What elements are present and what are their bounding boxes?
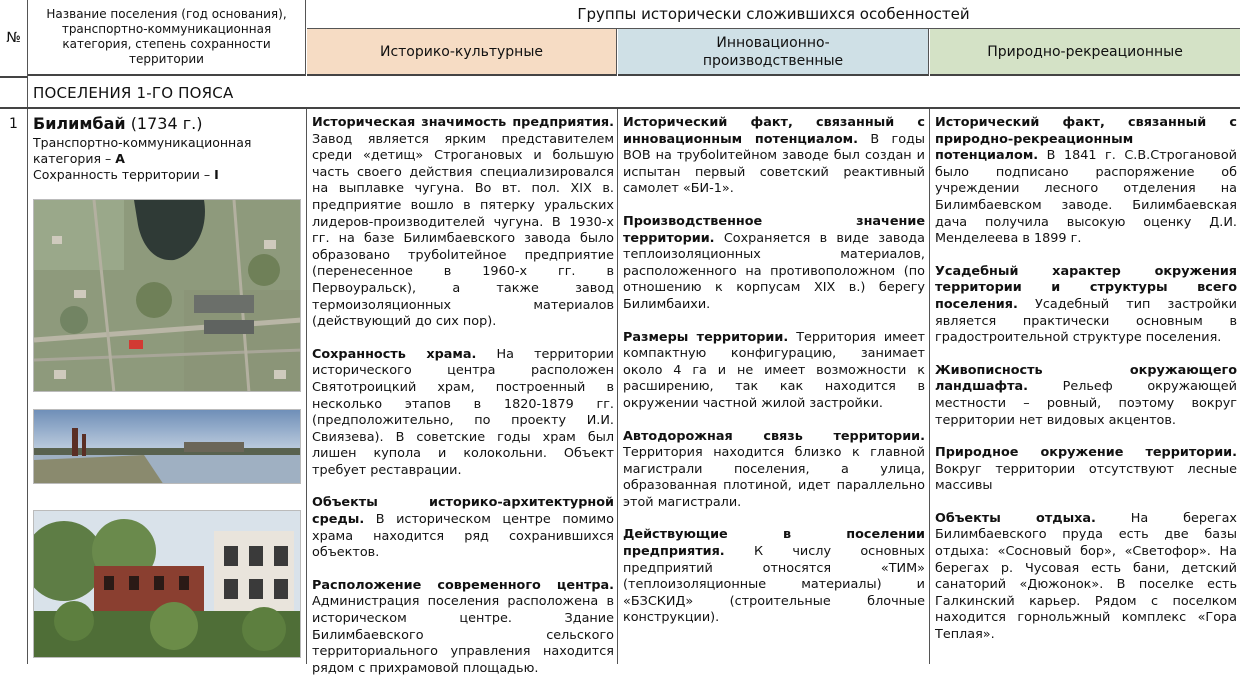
category-label: Транспортно-коммуникационная категория –: [33, 135, 252, 166]
paragraph-title: Производственное значение территории.: [623, 213, 925, 246]
innovation-production-column: [623, 115, 925, 643]
settlement-name-text: Билимбай: [33, 114, 126, 133]
paragraph: [623, 429, 925, 512]
aerial-photo-image: [34, 200, 301, 392]
paragraph-text: Сохраняется в виде завода теплоизоляционных материалов, расположенного на противоположном (по отношению к корпусам XIX в.) берегу Билимбаихи.: [623, 230, 925, 312]
divider: [929, 109, 930, 664]
paragraph-title: Исторический факт, связанный с инновационным потенциалом.: [623, 115, 925, 147]
preservation-value: I: [214, 167, 219, 182]
header-natural-recreational: [930, 29, 1240, 76]
paragraph-title: Сохранность храма.: [312, 346, 477, 362]
paragraph-title: Историческая значимость предприятия.: [312, 115, 614, 130]
header-groups-title: [307, 0, 1240, 29]
header-col2-text: Инновационно-производственные: [702, 34, 844, 69]
header-col1-text: Историко-культурные: [379, 43, 544, 60]
preservation-label: Сохранность территории –: [33, 167, 211, 182]
row-number-cell: [0, 109, 28, 664]
paragraph-text: В 1841 г. С.В.Строгановой было подписано распоряжение об учреждении лесного отделения на Билимбаевском заводе. Билимбаевская дача получила высокую оценку Д.И. Менделеева в 1899 г.: [935, 148, 1237, 247]
paragraph: [312, 495, 614, 561]
paragraph: [623, 214, 925, 314]
paragraph-text: Территория имеет компактную конфигурацию, занимает около 4 га и не имеет возможности к расширению, так как находится в окружении частной жилой застройки.: [623, 329, 925, 411]
paragraph: [935, 264, 1237, 347]
paragraph-text: Усадебный тип застройки является практически основным в градостроительной структуре поселения.: [935, 296, 1237, 346]
paragraph: [935, 363, 1237, 429]
paragraph-title: Исторический факт, связанный с природно-рекреационным потенциалом.: [935, 115, 1237, 164]
paragraph-text: Завод является ярким представителем среди «детищ» Строгановых и большую часть своего действия специализировался на выплавке чугуна. Во вт. пол. XIX в. предприятие вошло в пятерку уральских лидеров-производителей чугуна. В 1930-х гг. на базе Билимбаевского завода было образовано трубolитейное предприятие (перенесенное в 1960-х гг. в Первоуральск), а также завод термоизоляционных материалов (действующий до сих пор).: [312, 131, 614, 330]
divider: [617, 109, 618, 664]
header-groups-text: Группы исторически сложившихся особенностей: [577, 5, 970, 23]
paragraph-text: Вокруг территории отсутствуют лесные массивы: [935, 461, 1237, 494]
pond-photo-image: [34, 410, 301, 484]
paragraph-text: В историческом центре помимо храма находится ряд сохранившихся объектов.: [312, 512, 614, 561]
ruins-photo: [33, 510, 301, 658]
paragraph: [312, 578, 614, 678]
paragraph-text: Рельеф окружающей местности – ровный, поэтому вокруг территории нет видовых акцентов.: [935, 379, 1237, 428]
paragraph: [623, 330, 925, 413]
paragraph-text: На берегах Билимбаевского пруда есть две базы отдыха: «Сосновый бор», «Светофор». На берегах р. Чусовая есть бани, детский санаторий «Дюжонок». В поселке есть Галкинский карьер. Рядом с поселком находится горнольжный комплекс «Гора Теплая».: [935, 510, 1238, 643]
paragraph: [623, 115, 925, 198]
paragraph-title: Действующие в поселении предприятия.: [623, 527, 925, 560]
paragraph-title: Живописность окружающего ландшафта.: [935, 362, 1237, 395]
paragraph: [935, 511, 1237, 644]
header-number-text: №: [6, 30, 21, 46]
section-title: ПОСЕЛЕНИЯ 1-ГО ПОЯСА: [33, 84, 234, 102]
section-row: [0, 78, 1240, 109]
divider: [27, 78, 28, 107]
paragraph-title: Природное окружение территории.: [935, 445, 1237, 461]
settlement-category: [33, 135, 303, 183]
paragraph-text: К числу основных предприятий относятся «ТИМ» (теплоизоляционные материалы) и «БЗСКИД» (строительные блочные конструкции).: [623, 544, 925, 626]
pond-photo: [33, 409, 301, 484]
header-innovation-production: [618, 29, 929, 76]
paragraph-title: Объекты отдыха.: [935, 510, 1096, 526]
row-number: 1: [9, 116, 18, 132]
paragraph: [935, 445, 1237, 495]
header-historical-cultural: [307, 29, 617, 76]
paragraph-title: Размеры территории.: [623, 329, 789, 345]
paragraph-text: Администрация поселения расположена в историческом центре. Здание Билимбаевского сельского территориального управления находится рядом с прихрамовой площадью.: [312, 594, 614, 676]
header-name-column: [28, 0, 306, 76]
historical-cultural-column: [312, 115, 614, 693]
ruins-photo-image: [34, 511, 301, 658]
aerial-photo: [33, 199, 301, 392]
paragraph-text: Территория находится близко к главной магистрали поселения, а улица, образованная плотиной, идет параллельно этой магистрали.: [623, 445, 925, 510]
header-number: [0, 0, 28, 78]
settlement-year: (1734 г.): [130, 114, 203, 133]
paragraph: [623, 527, 925, 627]
category-value: А: [115, 151, 125, 166]
paragraph-title: Усадебный характер окружения территории и структуры всего поселения.: [935, 263, 1237, 312]
paragraph: [312, 347, 614, 480]
paragraph-text: На территории исторического центра расположен Святотроицкий храм, построенный в несколько этапов в 1820-1879 гг. (предположительно, по проекту И.И. Свиязева). В советские годы храм был лишен купола и колокольни. Объект требует реставрации.: [312, 346, 614, 478]
paragraph: [312, 115, 614, 331]
paragraph: [935, 115, 1237, 248]
settlement-name: [33, 114, 202, 133]
header-name-text: Название поселения (год основания), транспортно-коммуникационная категория, степень сохранности территории: [46, 7, 287, 66]
natural-recreational-column: [935, 115, 1237, 660]
paragraph-title: Автодорожная связь территории.: [623, 428, 925, 444]
header-col3-text: Природно-рекреационные: [987, 43, 1183, 60]
paragraph-title: Расположение современного центра.: [312, 577, 614, 593]
paragraph-title: Объекты историко-архитектурной среды.: [312, 495, 614, 528]
paragraph-text: В годы ВОВ на трубolитейном заводе был создан и испытан первый советский реактивный самолет «БИ-1».: [623, 131, 926, 197]
